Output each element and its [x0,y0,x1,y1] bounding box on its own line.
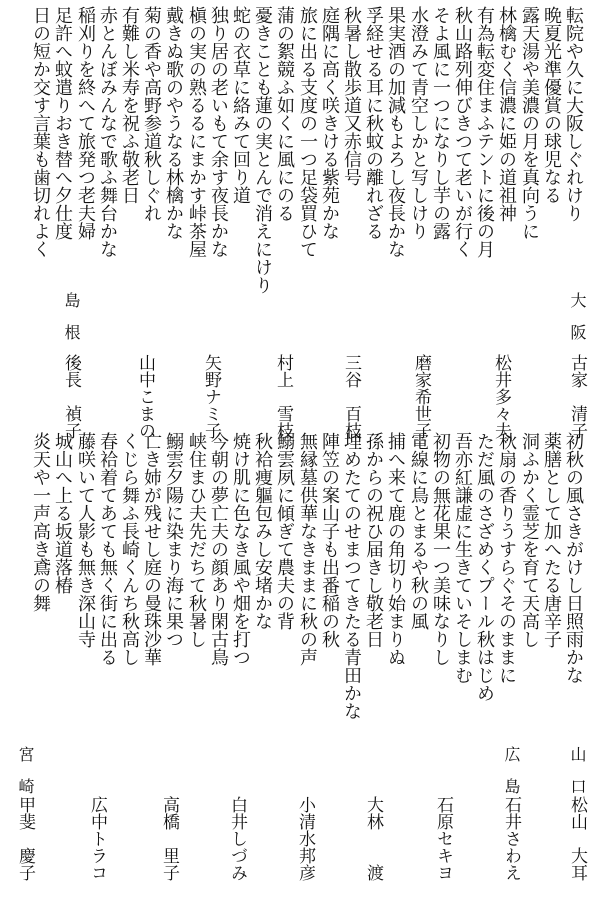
author-name: 高橋 里子 [159,796,179,881]
poem-line: 秋扇の香りうすらぐそのままに [496,432,517,684]
poem-line: 有為転変住まふテントに後の月 [474,6,495,258]
poem-line: 蒲の絮競ふ如くに風にのる [274,6,295,222]
poem-line: 憂きことも蓮の実とんで消えにけり [252,6,273,294]
poem-line: 水澄みて青空しかと写しけり [408,6,429,240]
poem-line: 蛇の衣草に絡みて回り道 [230,6,251,204]
poem-line: 捕へ来て鹿の角切り始まりぬ [385,432,406,666]
poem-line: くじら舞ふ長崎くんち秋高し [119,432,140,666]
author-prefecture: 島 根 [62,292,81,340]
poem-line: 秋山路列伸びきつて老いが行く [452,6,473,258]
poem-line: 炎天や一声高き鳶の舞 [30,432,51,612]
poem-line: 洞ふかく霊芝を育て天高し [519,432,540,648]
poem-line: 露天湯や美濃の月を真向うに [519,6,540,240]
poem-line: 埋めたてのせまつてきたる青田かな [341,432,362,720]
poem-line: 電線に鳥とまるや秋の風 [408,432,429,630]
poem-line: 初物の無花果一つ美味なりし [430,432,451,666]
poem-line: 春袷着てあても無く街に出る [97,432,118,666]
author-name: 山中こまの [135,354,155,439]
author-name: 後長 禎子 [61,354,81,439]
poem-line: 槇の実の熟るるにまかす峠茶屋 [186,6,207,258]
author-name: 石井さわえ [501,796,521,881]
poem-line: 林檎むく信濃に姫の道祖神 [496,6,517,222]
poem-line: 峡住まひ夫先だちて秋暑し [186,432,207,648]
author-name: 小清水邦彦 [295,796,315,881]
author-name: 甲斐 慶子 [15,796,35,881]
poem-line: 転院や久に大阪しぐれけり [563,6,584,222]
poem-line: 菊の香や高野参道秋しぐれ [141,6,162,222]
author-prefecture: 大 阪 [568,292,587,340]
poem-line: 秋暑し散歩道又赤信号 [341,6,362,186]
author-name: 松井多々夫 [491,354,511,439]
poem-line: 今朝の夢亡夫の顔あり閑古鳥 [208,432,229,666]
author-name: 三谷 百枝 [341,354,361,439]
poem-line: 秋袷痩軀包みし安堵かな [252,432,273,630]
poem-line: 吾亦紅謙虚に生きていそしまむ [452,432,473,684]
author-name: 広中トラコ [87,796,107,881]
poem-line: 藤咲いて人影も無き深山寺 [75,432,96,648]
poem-line: 焼け肌に色なき風や畑を打つ [230,432,251,666]
poem-line: 独り居の老いもて余す夜長かな [208,6,229,258]
poem-line: 赤とんぼみんなで歌ふ舞台かな [97,6,118,258]
poem-line: 足許へ蚊遣りおき替へ夕仕度 [52,6,73,240]
author-name: 大林 渡 [363,796,383,881]
poem-line: 鰯雲夕陽に染まり海に果つ [163,432,184,648]
author-name: 石原セキヨ [433,796,453,881]
author-name: 磨家希世子 [411,354,431,439]
poem-line: 亡き姉が残せし庭の曼珠沙華 [141,432,162,666]
poem-line: 有難し米寿を祝ふ敬老日 [119,6,140,204]
poem-line: 庭隅に高く咲きける紫苑かな [319,6,340,240]
poem-line: 鰯雲夙に傾ぎて農夫の背 [274,432,295,630]
poem-line: 晩夏光準優賞の球児なる [541,6,562,204]
poem-line: 孫からの祝ひ届きし敬老日 [363,432,384,648]
poem-line: 果実酒の加減もよろし夜長かな [385,6,406,258]
poem-line: 無縁墓供華なきままに秋の声 [297,432,318,666]
author-name: 矢野ナミ子 [201,354,221,439]
poem-line: 孚経せる耳に秋蚊の離れざる [363,6,384,240]
poem-line: 旅に出る支度の一つ足袋買ひて [297,6,318,258]
poem-line: ただ風のさざめくプール秋はじめ [474,432,495,702]
author-name: 松山 大耳 [567,796,587,881]
poem-line: 稲刈りを終へて旅発つ老夫婦 [75,6,96,240]
poem-line: 初秋の風さきがけし日照雨かな [563,432,584,684]
poem-line: 日の短か交す言葉も歯切れよく [30,6,51,258]
author-prefecture: 広 島 [502,746,521,794]
poem-line: そよ風に一つになりし芋の露 [430,6,451,240]
author-name: 白井しづみ [227,796,247,881]
author-name: 古家 清子 [567,354,587,439]
poem-line: 城山へ上る坂道落椿 [52,432,73,594]
poem-line: 戴きぬ歌のやうなる林檎かな [163,6,184,240]
poem-line: 薬膳として加へたる唐辛子 [541,432,562,648]
poem-line: 陣笠の案山子も出番稲の秋 [319,432,340,648]
author-prefecture: 山 口 [568,746,587,794]
author-name: 村上 雪枝 [273,354,293,439]
author-prefecture: 宮 崎 [16,746,35,794]
